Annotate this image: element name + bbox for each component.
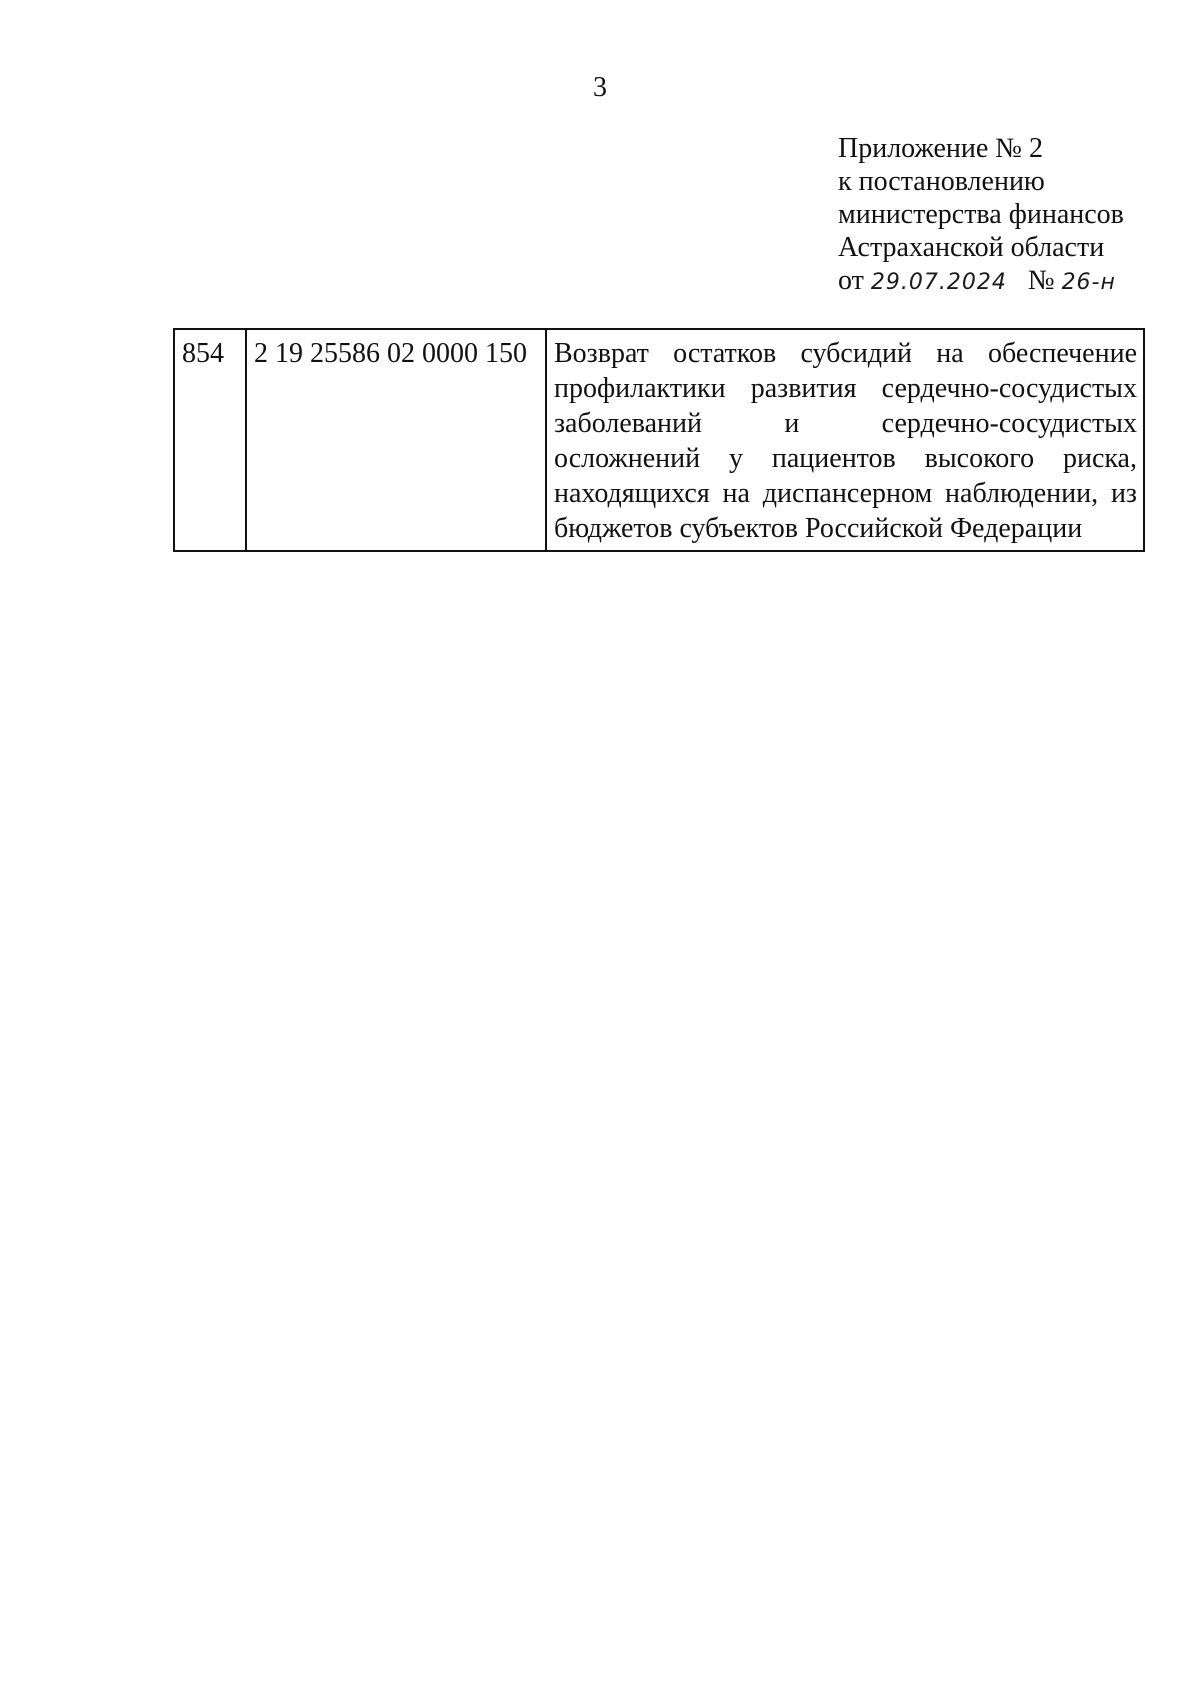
handwritten-number: 26-н bbox=[1061, 270, 1116, 295]
page-number: 3 bbox=[593, 72, 607, 103]
handwritten-date: 29.07.2024 bbox=[870, 270, 1007, 295]
annex-reference-line: к постановлению bbox=[838, 166, 1045, 197]
revenue-code-table bbox=[173, 328, 1145, 552]
budget-classification-code-cell: 2 19 25586 02 0000 150 bbox=[246, 329, 546, 551]
date-prefix: от bbox=[838, 265, 864, 296]
revenue-name-cell: Возврат остатков субсидий на обеспечение профилактики развития сердечно-сосудистых заболеваний и сердечно-сосудистых осложнений у пациентов высокого риска, находящихся на диспансерном наблюдении, из бюджетов субъектов Российской Федерации bbox=[546, 329, 1144, 551]
admin-code-cell: 854 bbox=[174, 329, 246, 551]
annex-ministry-line: министерства финансов bbox=[838, 199, 1124, 230]
number-prefix: № bbox=[1027, 265, 1055, 296]
annex-title: Приложение № 2 bbox=[838, 133, 1043, 164]
table-row bbox=[174, 329, 1144, 551]
annex-region-line: Астраханской области bbox=[838, 232, 1105, 263]
annex-header bbox=[838, 132, 1178, 299]
annex-date-number-line bbox=[838, 264, 1178, 299]
